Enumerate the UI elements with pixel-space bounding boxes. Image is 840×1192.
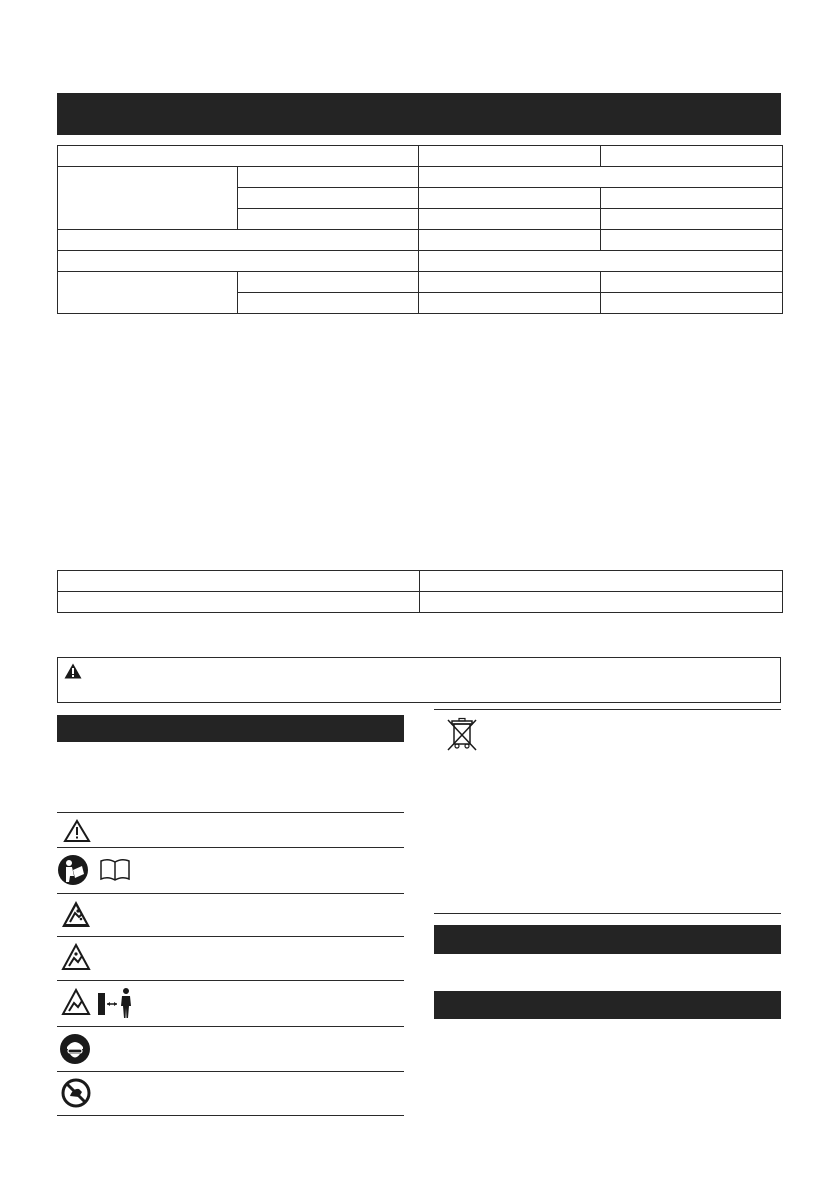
wear-protection-icon bbox=[59, 1033, 91, 1065]
table-cell bbox=[419, 272, 601, 293]
table-cell bbox=[58, 167, 238, 230]
table-cell bbox=[601, 188, 783, 209]
table-row bbox=[58, 592, 783, 613]
list-item bbox=[57, 813, 404, 847]
keep-distance-icon bbox=[97, 987, 137, 1019]
list-item bbox=[57, 981, 404, 1026]
table-cell bbox=[419, 209, 601, 230]
list-item bbox=[57, 937, 404, 980]
read-manual-icon bbox=[57, 854, 89, 886]
table-cell bbox=[238, 209, 419, 230]
table-cell bbox=[601, 293, 783, 314]
table-cell bbox=[238, 188, 419, 209]
table-cell bbox=[420, 592, 783, 613]
divider bbox=[434, 709, 781, 710]
table-cell bbox=[419, 167, 783, 188]
table-row bbox=[58, 146, 783, 167]
section-heading-bar bbox=[434, 991, 781, 1019]
table-cell bbox=[419, 146, 601, 167]
table-row bbox=[58, 251, 783, 272]
table-cell bbox=[58, 146, 419, 167]
section-heading-bar bbox=[434, 925, 781, 954]
table-cell bbox=[419, 188, 601, 209]
flying-debris-icon bbox=[61, 900, 91, 928]
table-cell bbox=[58, 251, 419, 272]
table-cell bbox=[601, 146, 783, 167]
table-row bbox=[58, 272, 783, 293]
warning-icon bbox=[64, 663, 82, 679]
table-cell bbox=[58, 272, 238, 314]
table-cell bbox=[419, 230, 601, 251]
table-cell bbox=[601, 209, 783, 230]
crossed-bin-icon bbox=[443, 717, 483, 753]
table-cell bbox=[419, 293, 601, 314]
table-cell bbox=[58, 571, 420, 592]
list-item bbox=[57, 848, 404, 893]
table-cell bbox=[58, 230, 419, 251]
list-item bbox=[57, 1027, 404, 1071]
divider bbox=[434, 913, 781, 914]
specifications-table bbox=[57, 145, 783, 314]
table-row bbox=[58, 230, 783, 251]
table-cell bbox=[420, 571, 783, 592]
table-cell bbox=[58, 592, 420, 613]
divider bbox=[57, 1115, 404, 1116]
table-cell bbox=[238, 167, 419, 188]
table-row bbox=[58, 167, 783, 188]
open-book-icon bbox=[99, 858, 131, 882]
table-row bbox=[58, 571, 783, 592]
table-cell bbox=[601, 230, 783, 251]
list-item bbox=[57, 894, 404, 936]
caution-triangle-icon bbox=[63, 819, 91, 843]
table-cell bbox=[238, 293, 419, 314]
noise-table bbox=[57, 570, 783, 613]
table-cell bbox=[238, 272, 419, 293]
header-bar bbox=[57, 93, 781, 135]
symbols-heading-bar bbox=[57, 715, 404, 742]
warning-box bbox=[57, 657, 781, 703]
table-cell bbox=[419, 251, 783, 272]
no-hands-icon bbox=[61, 1078, 91, 1108]
table-cell bbox=[601, 272, 783, 293]
thrown-object-icon bbox=[61, 943, 91, 971]
hazard-triangle-icon bbox=[61, 988, 91, 1016]
list-item bbox=[57, 1072, 404, 1115]
